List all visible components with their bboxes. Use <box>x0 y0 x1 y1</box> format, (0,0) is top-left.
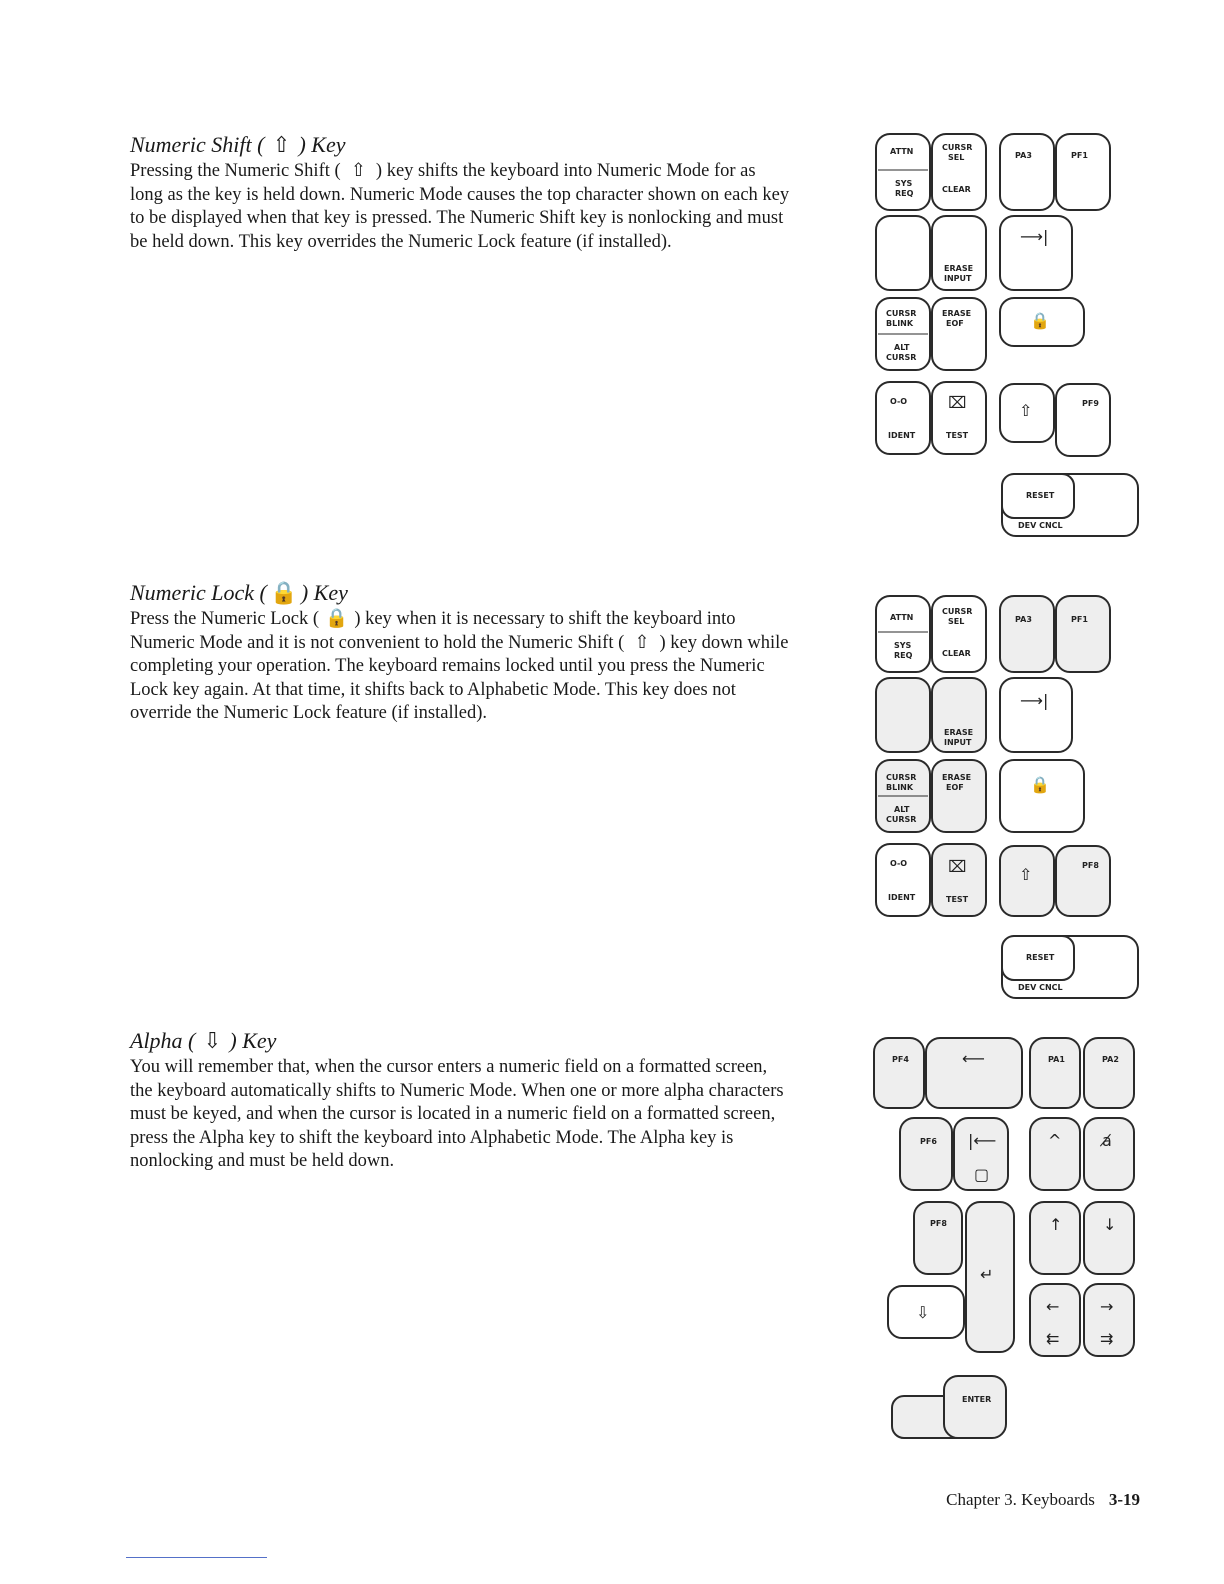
erase-label: ERASE <box>944 728 974 737</box>
ident-label: IDENT <box>888 431 916 440</box>
alpha-shift-icon: ⇩ <box>916 1303 930 1322</box>
pa3-label: PA3 <box>1015 615 1032 624</box>
numeric-shift-icon: ⇧ <box>1019 865 1033 884</box>
blank-key <box>876 216 930 290</box>
delete-key <box>1084 1118 1134 1190</box>
dev-cncl-label: DEV CNCL <box>1018 521 1063 530</box>
numeric-shift-paragraph: Pressing the Numeric Shift ( ⇧ ) key shifts the keyboard into Numeric Mode for as long as the key is held down. Numeric Mode causes the top character shown on each key to be displayed when that key is pressed. The Numeric Shift key is nonlocking and must be held down. This key overrides the Numeric Lock feature (if installed). <box>130 161 790 252</box>
cursr-label: CURSR <box>886 815 917 824</box>
pf9-key <box>1056 384 1110 456</box>
blink-label: BLINK <box>886 319 914 328</box>
pa2-label: PA2 <box>1102 1055 1119 1064</box>
newline-icon: ▢ <box>974 1165 990 1184</box>
pa2-key <box>1084 1038 1134 1108</box>
tab-key <box>1000 678 1072 752</box>
alpha-paragraph: You will remember that, when the cursor enters a numeric field on a formatted screen, the keyboard automatically shifts to Numeric Mode. When one or more alpha characters must be keyed, and when the cursor is located in a numeric field on a formatted screen, press the Alpha key to shift the keyboard into Alphabetic Mode. The Alpha key is nonlocking and must be held down. <box>130 1057 784 1172</box>
erase-eof-key <box>932 760 986 832</box>
pf8-key <box>914 1202 962 1274</box>
numeric-lock-section <box>130 580 790 726</box>
blank-key <box>876 678 930 752</box>
pf6-key <box>900 1118 952 1190</box>
pa1-key <box>1030 1038 1080 1108</box>
pa3-key <box>1000 596 1054 672</box>
keyboard-right-cluster <box>868 1030 1140 1444</box>
numeric-lock-key <box>1000 760 1084 832</box>
ident-key <box>876 844 930 916</box>
sys-label: SYS <box>894 641 912 650</box>
test-label: TEST <box>946 895 969 904</box>
cursor-left-icon: ← <box>1046 1297 1060 1316</box>
pf8-label: PF8 <box>1082 861 1099 870</box>
clear-label: CLEAR <box>942 185 971 194</box>
fast-cursor-left-icon: ⇇ <box>1046 1329 1060 1348</box>
pf9-label: PF9 <box>1082 399 1099 408</box>
reset-label: RESET <box>1026 491 1055 500</box>
alt-label: ALT <box>894 805 910 814</box>
numeric-shift-icon: ⇧ <box>634 632 650 653</box>
erase-label: ERASE <box>944 264 974 273</box>
cursr-label: CURSR <box>886 353 917 362</box>
pf8-key <box>1056 846 1110 916</box>
insert-key <box>1030 1118 1080 1190</box>
alpha-heading: Alpha ( ⇩ ) Key <box>130 1028 277 1053</box>
pf4-key <box>874 1038 924 1108</box>
ident-key <box>876 382 930 454</box>
req-label: REQ <box>894 651 913 660</box>
newline-enter-icon: ↵ <box>980 1265 994 1284</box>
pf8-label: PF8 <box>930 1219 947 1228</box>
erase-label: ERASE <box>942 309 972 318</box>
backspace-icon: ⟵ <box>962 1049 985 1068</box>
alpha-shift-icon: ⇩ <box>203 1028 222 1053</box>
cursr-label: CURSR <box>942 607 973 616</box>
backtab-icon: |⟵ <box>968 1131 997 1150</box>
pf4-label: PF4 <box>892 1055 909 1064</box>
numeric-lock-icon: 🔒 <box>325 609 349 629</box>
pf1-label: PF1 <box>1071 151 1088 160</box>
alpha-section <box>130 1028 790 1174</box>
pa3-label: PA3 <box>1015 151 1032 160</box>
test-key <box>932 844 986 916</box>
keyboard-illustration-1 <box>868 128 1140 542</box>
eof-label: EOF <box>946 783 964 792</box>
chapter-title: Chapter 3. Keyboards <box>946 1490 1095 1509</box>
delete-icon: a̸ <box>1102 1131 1112 1150</box>
input-label: INPUT <box>944 738 972 747</box>
keyboard-left-cluster-shaded <box>868 590 1140 1004</box>
sys-label: SYS <box>895 179 913 188</box>
enter-label: ENTER <box>962 1395 992 1404</box>
dev-cncl-label: DEV CNCL <box>1018 983 1063 992</box>
ident-icon: O-O <box>890 397 908 406</box>
attn-sysreq-key <box>876 596 930 672</box>
pf1-label: PF1 <box>1071 615 1088 624</box>
cursor-down-key <box>1084 1202 1134 1274</box>
req-label: REQ <box>895 189 914 198</box>
keyboard-left-cluster <box>868 128 1140 542</box>
attn-label: ATTN <box>890 147 914 156</box>
cursr-label: CURSR <box>886 309 917 318</box>
input-label: INPUT <box>944 274 972 283</box>
eof-label: EOF <box>946 319 964 328</box>
numeric-lock-icon: 🔒 <box>1030 775 1050 794</box>
numeric-lock-icon: 🔒 <box>270 580 298 605</box>
cursor-up-icon: ↑ <box>1049 1215 1063 1234</box>
cursor-up-key <box>1030 1202 1080 1274</box>
attn-sysreq-key <box>876 134 930 210</box>
insert-icon: ^ <box>1048 1131 1062 1150</box>
erase-label: ERASE <box>942 773 972 782</box>
page-number: 3-19 <box>1108 1490 1140 1509</box>
pf1-key <box>1056 134 1110 210</box>
numeric-lock-heading: Numeric Lock ( 🔒 ) Key <box>130 580 348 605</box>
numeric-lock-paragraph: Press the Numeric Lock ( 🔒 ) key when it is necessary to shift the keyboard into Numeric Mode and it is not convenient to hold the Numeric Shift ( ⇧ ) key down while completing your operation. The keyboard remains locked until you press the Numeric Lock key again. At that time, it shifts back to Alphabetic Mode. This key does not override the Numeric Lock feature (if installed). <box>130 609 789 724</box>
sel-label: SEL <box>948 617 965 626</box>
ident-label: IDENT <box>888 893 916 902</box>
pf6-label: PF6 <box>920 1137 937 1146</box>
numeric-shift-icon: ⇧ <box>1019 401 1033 420</box>
test-label: TEST <box>946 431 969 440</box>
clear-label: CLEAR <box>942 649 971 658</box>
blink-label: BLINK <box>886 783 914 792</box>
tab-icon: ⟶| <box>1020 227 1049 246</box>
numeric-shift-section <box>130 132 790 254</box>
alt-label: ALT <box>894 343 910 352</box>
test-icon: ⌧ <box>948 857 967 876</box>
cursor-down-icon: ↓ <box>1103 1215 1117 1234</box>
test-icon: ⌧ <box>948 393 967 412</box>
cursor-right-icon: → <box>1100 1297 1114 1316</box>
enter-key <box>944 1376 1006 1438</box>
cursr-label: CURSR <box>942 143 973 152</box>
footnote-rule <box>126 1557 267 1558</box>
page-footer <box>900 1490 1140 1510</box>
pf1-key <box>1056 596 1110 672</box>
keyboard-illustration-2 <box>868 590 1140 1004</box>
tab-icon: ⟶| <box>1020 691 1049 710</box>
attn-label: ATTN <box>890 613 914 622</box>
numeric-shift-icon: ⇧ <box>272 132 291 157</box>
numeric-lock-icon: 🔒 <box>1030 311 1050 330</box>
cursr-label: CURSR <box>886 773 917 782</box>
ident-icon: O-O <box>890 859 908 868</box>
sel-label: SEL <box>948 153 965 162</box>
pa3-key <box>1000 134 1054 210</box>
keyboard-illustration-3 <box>868 1030 1140 1444</box>
numeric-shift-icon: ⇧ <box>350 161 367 181</box>
fast-cursor-right-icon: ⇉ <box>1100 1329 1114 1348</box>
numeric-shift-heading: Numeric Shift ( ⇧ ) Key <box>130 132 346 157</box>
pa1-label: PA1 <box>1048 1055 1065 1064</box>
reset-label: RESET <box>1026 953 1055 962</box>
